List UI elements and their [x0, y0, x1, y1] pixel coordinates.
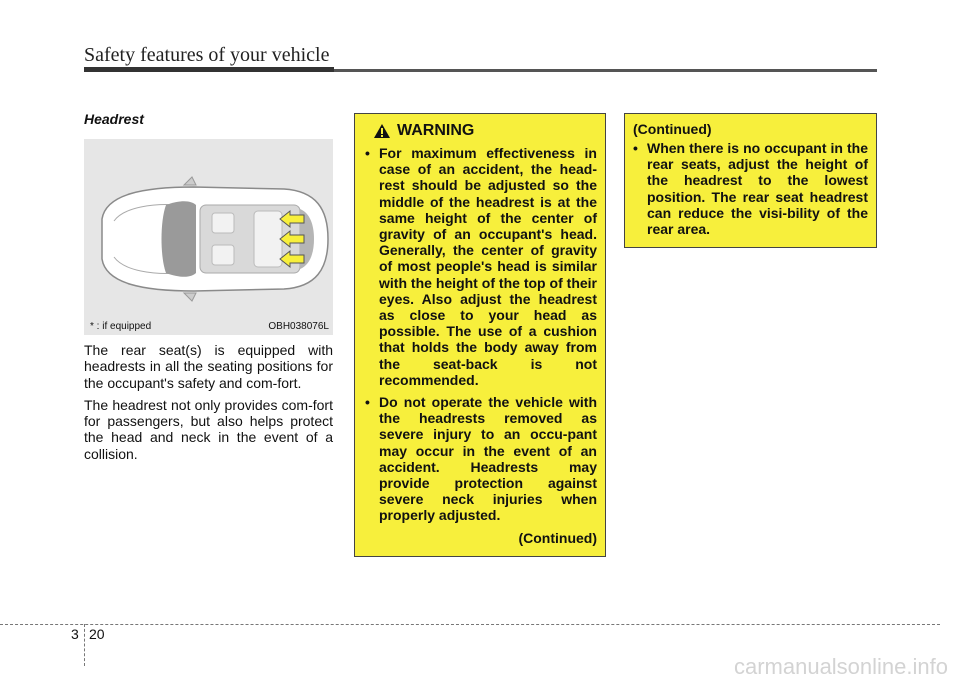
figure-note: * : if equipped	[90, 321, 152, 332]
page-chapter: 3	[71, 626, 79, 642]
car-top-view-illustration	[84, 139, 333, 335]
bullet: •	[633, 140, 638, 156]
list-item	[633, 140, 868, 237]
body-paragraph: The rear seat(s) is equipped with headrests in all the seating positions for the occupant's safety and com-fort.	[84, 342, 333, 391]
section-title: Headrest	[84, 111, 144, 127]
page-number: 20	[89, 626, 105, 642]
continued-list	[633, 140, 868, 237]
header-rule	[84, 69, 877, 72]
bullet: •	[365, 394, 370, 411]
warning-box	[354, 113, 606, 557]
warning-heading	[373, 122, 597, 140]
continued-label: (Continued)	[633, 121, 712, 137]
continued-box	[624, 113, 877, 248]
warning-title: WARNING	[397, 122, 475, 139]
list-item	[365, 145, 597, 388]
list-item	[365, 394, 597, 524]
header-rule-accent	[84, 67, 334, 72]
warning-triangle-icon	[373, 123, 391, 139]
list-item-text: For maximum effectiveness in case of an accident, the head-rest should be adjusted so the middle of the headrest is at the same height of the center of gravity of an occupant's head. Generally, the center of gravity of most people's head is similar with the height of the top of their eyes. Also adjust the headrest as close to your head as possible. The use of a cushion that holds the body away from the seat-back is not recommended.	[379, 145, 597, 388]
footer-rule	[0, 624, 940, 625]
list-item-text: Do not operate the vehicle with the headrests removed as severe injury to an occu-pant may occur in the event of an accident. Headrests may provide protection against severe neck injuries when properly adjusted.	[379, 394, 597, 524]
watermark: carmanualsonline.info	[733, 654, 948, 679]
bullet: •	[365, 145, 370, 161]
warning-continued: (Continued)	[518, 529, 597, 546]
headrest-figure	[84, 139, 333, 335]
warning-list	[365, 145, 597, 524]
body-paragraph: The headrest not only provides com-fort for passengers, but also helps protect the head and neck in the event of a collision.	[84, 396, 333, 462]
figure-code: OBH038076L	[268, 321, 329, 332]
yellow-arrow-icon	[280, 211, 304, 267]
header-title: Safety features of your vehicle	[84, 44, 330, 66]
body-text	[84, 342, 333, 468]
footer-vline	[84, 624, 85, 666]
list-item-text: When there is no occupant in the rear seats, adjust the height of the headrest to the lowest position. The rear seat headrest can reduce the visi-bility of the rear area.	[647, 140, 868, 238]
